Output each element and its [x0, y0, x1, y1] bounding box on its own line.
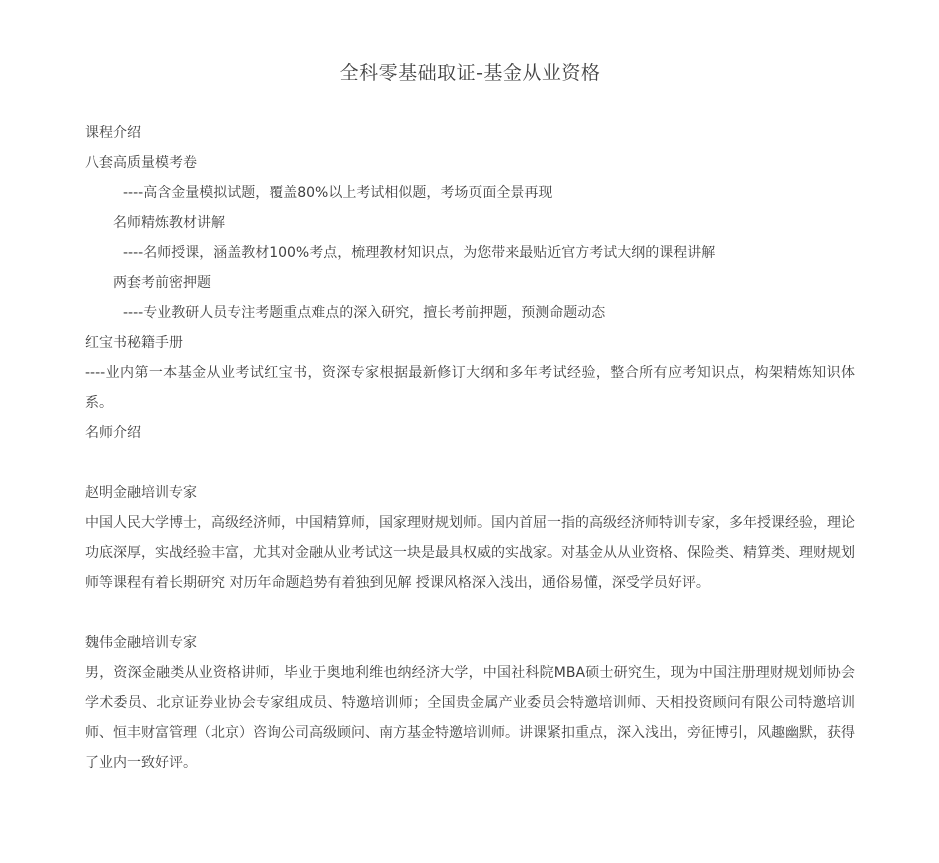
page-title: 全科零基础取证-基金从业资格 [339, 62, 601, 84]
feature-name-textbook-lectures: 名师精炼教材讲解 [113, 215, 225, 231]
teachers-heading: 名师介绍 [85, 425, 141, 441]
feature-desc-exam-predictions: ----专业教研人员专注考题重点难点的深入研究，擅长考前押题，预测命题动态 [123, 305, 606, 321]
feature-name-mock-exams: 八套高质量模考卷 [85, 155, 197, 171]
feature-name-exam-predictions: 两套考前密押题 [113, 275, 211, 291]
teacher-bio-zhaoming: 中国人民大学博士，高级经济师，中国精算师，国家理财规划师。国内首屈一指的高级经济师特训专家，多年授课经验，理论功底深厚，实战经验丰富，尤其对金融从业考试这一块是最具权威的实战家。对基金从从业资格、保险类、精算类、理财规划师等课程有着长期研究 对历年命题趋势有着独到见解 授课风格深入浅出，通俗易懂，深受学员好评。 [85, 515, 855, 591]
teacher-bio-weiwei: 男，资深金融类从业资格讲师，毕业于奥地利维也纳经济大学，中国社科院MBA硕士研究生，现为中国注册理财规划师协会学术委员、北京证券业协会专家组成员、特邀培训师；全国贵金属产业委员会特邀培训师、天相投资顾问有限公司特邀培训师、恒丰财富管理（北京）咨询公司高级顾问、南方基金特邀培训师。讲课紧扣重点，深入浅出，旁征博引，风趣幽默，获得了业内一致好评。 [85, 665, 855, 771]
spacer [85, 448, 855, 478]
spacer [85, 598, 855, 628]
feature-desc-red-book: ----业内第一本基金从业考试红宝书，资深专家根据最新修订大纲和多年考试经验，整合所有应考知识点，构架精炼知识体系。 [85, 365, 855, 411]
teacher-name-weiwei: 魏伟金融培训专家 [85, 635, 197, 651]
document-page [85, 0, 855, 778]
feature-name-red-book: 红宝书秘籍手册 [85, 335, 183, 351]
feature-desc-mock-exams: ----高含金量模拟试题，覆盖80%以上考试相似题，考场页面全景再现 [123, 185, 553, 201]
teacher-name-zhaoming: 赵明金融培训专家 [85, 485, 197, 501]
spacer [85, 88, 855, 118]
course-intro-heading: 课程介绍 [85, 125, 141, 141]
feature-desc-textbook-lectures: ----名师授课，涵盖教材100%考点，梳理教材知识点，为您带来最贴近官方考试大纲的课程讲解 [123, 245, 716, 261]
